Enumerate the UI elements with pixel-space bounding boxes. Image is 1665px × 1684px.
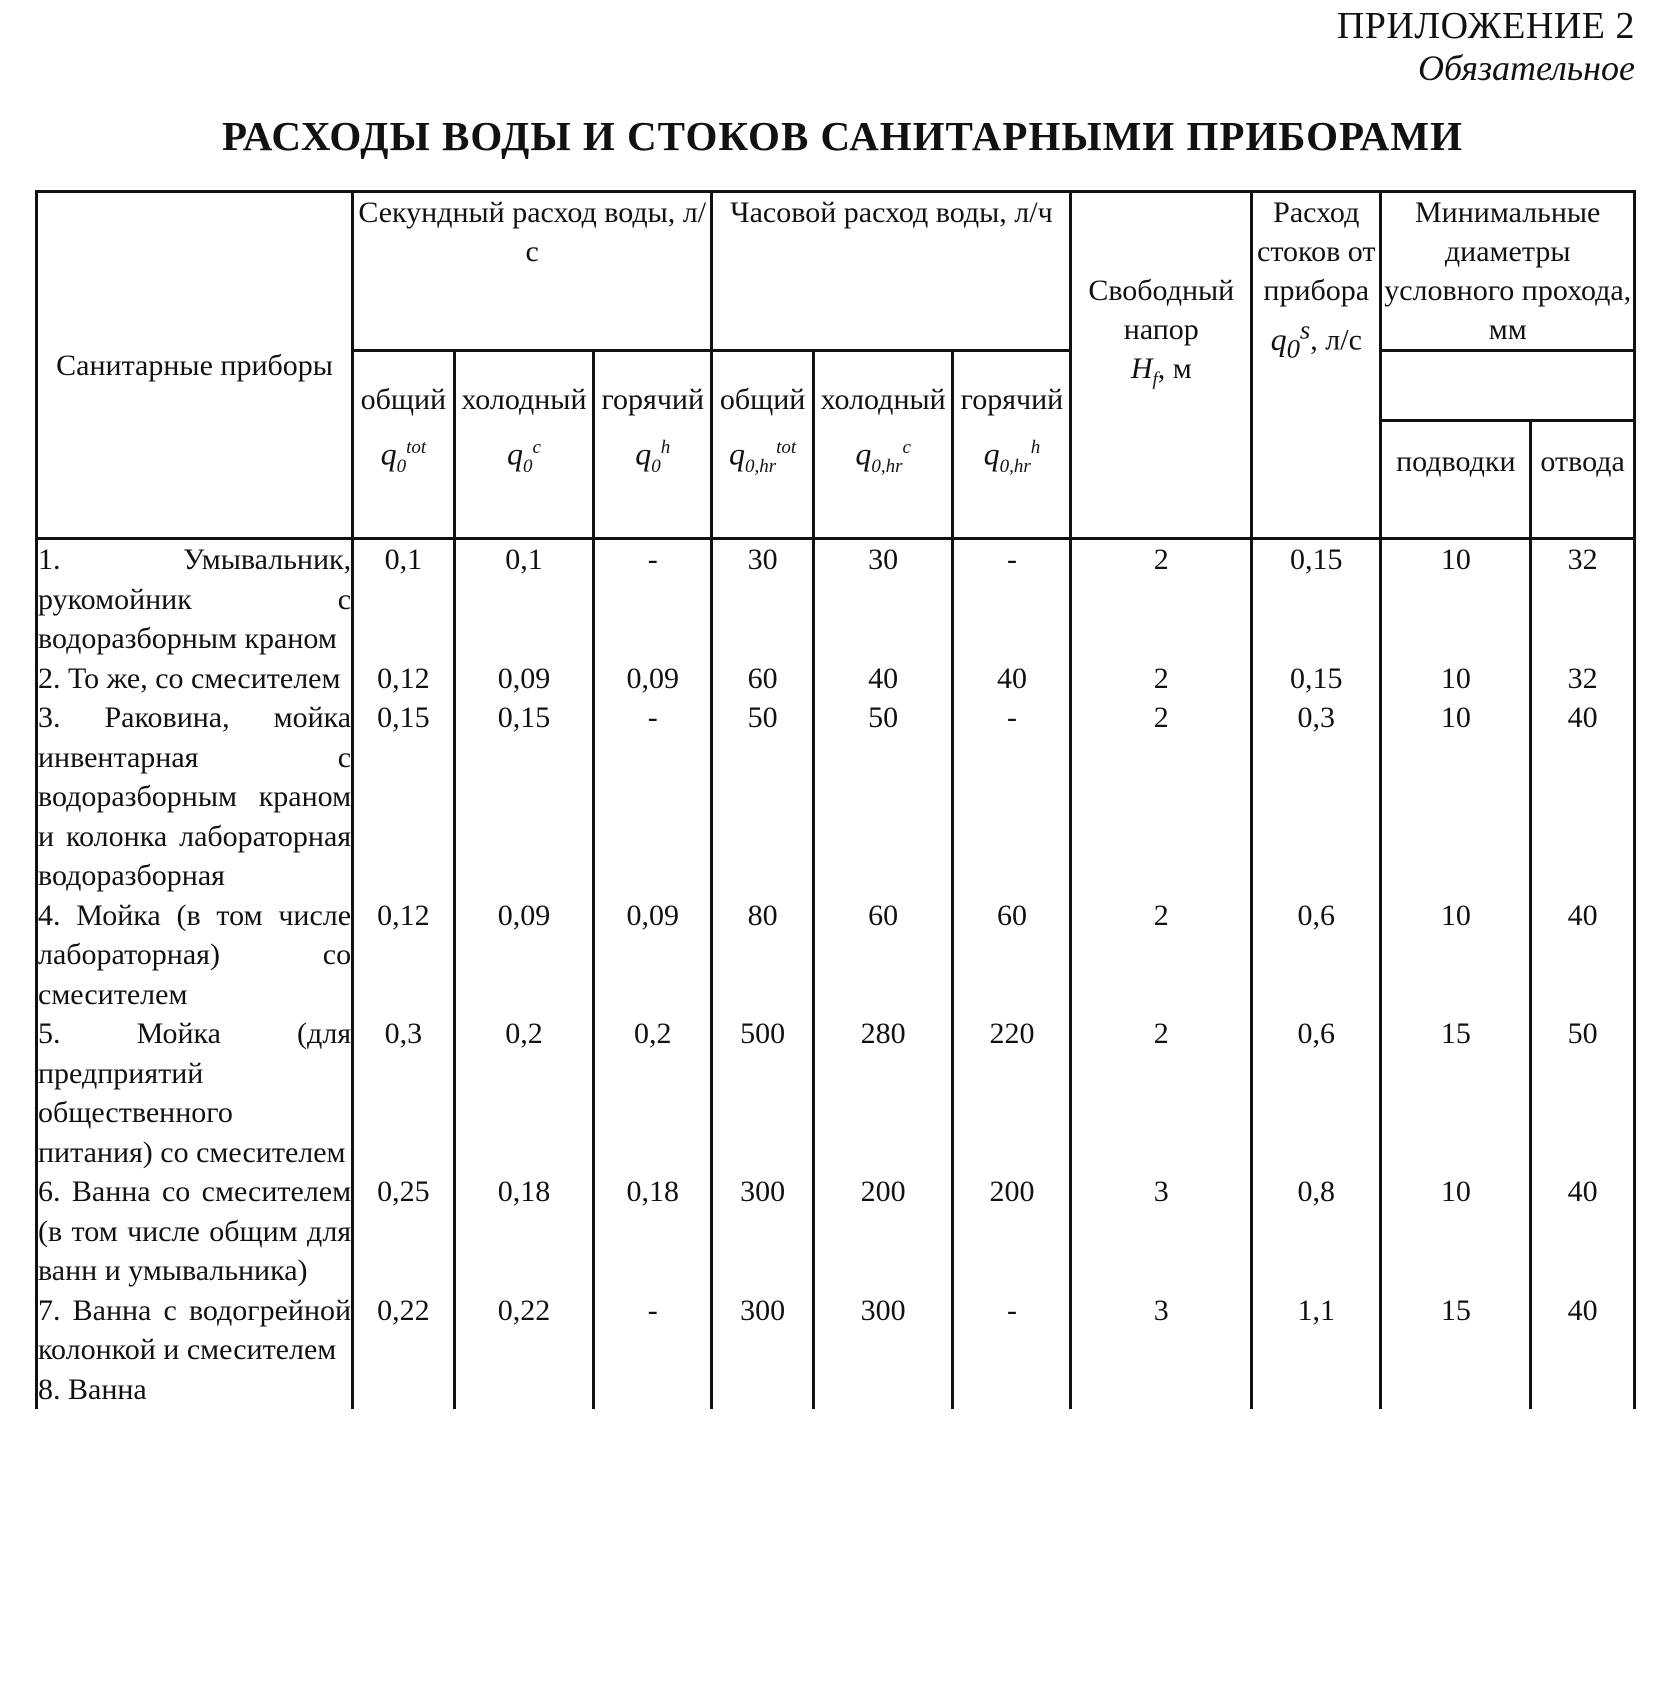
appendix-status: Обязательное — [1418, 48, 1635, 88]
header-hour-flow — [712, 192, 1071, 351]
cell-d-supply: 10 — [1381, 539, 1531, 659]
header-min-diam — [1381, 192, 1635, 351]
cell-h-h: 200 — [953, 1172, 1071, 1291]
header-supply-label: подводки — [1396, 445, 1516, 478]
cell-d-outlet: 40 — [1531, 1291, 1635, 1370]
cell-h-h — [953, 1370, 1071, 1410]
cell-d-supply: 10 — [1381, 896, 1531, 1015]
header-sec-cold-label: холодный — [461, 383, 587, 416]
cell-q-h — [594, 1370, 712, 1410]
cell-h-h: - — [953, 539, 1071, 659]
table-body — [37, 539, 1635, 1410]
cell-d-supply: 10 — [1381, 659, 1531, 699]
cell-drain: 1,1 — [1252, 1291, 1381, 1370]
cell-drain: 0,15 — [1252, 539, 1381, 659]
cell-d-outlet: 40 — [1531, 698, 1635, 896]
cell-head: 2 — [1071, 659, 1252, 699]
cell-h-tot: 300 — [712, 1291, 814, 1370]
cell-q-tot: 0,3 — [353, 1014, 455, 1172]
header-sec-hot-label: горячий — [601, 383, 705, 416]
header-hour-hot-label: горячий — [960, 383, 1064, 416]
cell-d-outlet — [1531, 1370, 1635, 1410]
header-supply — [1381, 421, 1531, 539]
cell-h-tot: 500 — [712, 1014, 814, 1172]
cell-d-supply: 15 — [1381, 1014, 1531, 1172]
cell-h-h: - — [953, 698, 1071, 896]
cell-head: 2 — [1071, 896, 1252, 1015]
table-row — [37, 1172, 1635, 1291]
header-hour-total-label: общий — [719, 383, 806, 416]
cell-d-outlet: 50 — [1531, 1014, 1635, 1172]
document-title: РАСХОДЫ ВОДЫ И СТОКОВ САНИТАРНЫМИ ПРИБОРАМИ — [221, 113, 1463, 159]
header-outlet-label: отвода — [1540, 445, 1625, 478]
symbol-q0-h: $q_0^h$ — [635, 435, 671, 478]
cell-head: 3 — [1071, 1291, 1252, 1370]
header-head-pressure-label: Свободный напор — [1088, 274, 1235, 346]
cell-q-h: - — [594, 1291, 712, 1370]
cell-d-outlet: 32 — [1531, 659, 1635, 699]
cell-q-h: - — [594, 698, 712, 896]
cell-h-c — [813, 1370, 953, 1410]
cell-q-c: 0,1 — [454, 539, 594, 659]
header-sec-hot — [594, 351, 712, 539]
header-head-pressure-unit: , м — [1157, 352, 1192, 385]
cell-h-tot: 60 — [712, 659, 814, 699]
cell-h-tot — [712, 1370, 814, 1410]
device-name: 6. Ванна со смесителем (в том числе общим для ванн и умывальника) — [37, 1172, 353, 1291]
cell-head: 2 — [1071, 539, 1252, 659]
header-min-diam-cont — [1381, 351, 1635, 421]
table-row — [37, 1291, 1635, 1370]
cell-head: 2 — [1071, 698, 1252, 896]
header-second-flow — [353, 192, 712, 351]
device-name: 1. Умывальник, рукомойник с водоразборным краном — [37, 539, 353, 659]
header-min-diam-label: Минимальные диаметры условного прохода, мм — [1384, 196, 1632, 346]
device-name: 4. Мойка (в том числе лабораторная) со смесителем — [37, 896, 353, 1015]
header-drain-flow-unit: , л/с — [1310, 323, 1362, 357]
cell-q-c: 0,2 — [454, 1014, 594, 1172]
symbol-q0-c: $q_0^c$ — [507, 435, 541, 478]
cell-q-c: 0,22 — [454, 1291, 594, 1370]
table-row — [37, 896, 1635, 1015]
cell-q-h: - — [594, 539, 712, 659]
cell-q-c: 0,15 — [454, 698, 594, 896]
header-sec-total — [353, 351, 455, 539]
table-row — [37, 698, 1635, 896]
table-row — [37, 539, 1635, 659]
header-hour-total — [712, 351, 814, 539]
cell-h-tot: 80 — [712, 896, 814, 1015]
cell-h-tot: 30 — [712, 539, 814, 659]
cell-d-outlet: 32 — [1531, 539, 1635, 659]
cell-d-supply: 10 — [1381, 1172, 1531, 1291]
cell-q-tot: 0,12 — [353, 659, 455, 699]
cell-h-c: 280 — [813, 1014, 953, 1172]
header-devices-label: Санитарные приборы — [56, 348, 333, 382]
cell-q-tot — [353, 1370, 455, 1410]
cell-q-c: 0,09 — [454, 896, 594, 1015]
cell-d-supply: 15 — [1381, 1291, 1531, 1370]
cell-h-h: 40 — [953, 659, 1071, 699]
cell-q-tot: 0,15 — [353, 698, 455, 896]
table-row — [37, 1370, 1635, 1410]
cell-d-supply — [1381, 1370, 1531, 1410]
cell-h-tot: 300 — [712, 1172, 814, 1291]
cell-q-c — [454, 1370, 594, 1410]
header-hour-cold — [813, 351, 953, 539]
cell-head: 3 — [1071, 1172, 1252, 1291]
header-hour-cold-label: холодный — [820, 383, 946, 416]
symbol-q0hr-c: $q_{0,hr}^c$ — [855, 435, 911, 478]
header-drain-flow: Расход стоков от прибора $q_0^s$, л/с — [1252, 192, 1381, 539]
cell-h-c: 50 — [813, 698, 953, 896]
header-head-pressure: Свободный напор $H_f$, м — [1071, 192, 1252, 539]
appendix-number: ПРИЛОЖЕНИЕ 2 — [1336, 5, 1635, 47]
device-name: 3. Раковина, мойка инвентарная с водоразборным краном и колонка лабораторная водоразборная — [37, 698, 353, 896]
header-second-flow-label: Секундный расход воды, л/с — [358, 196, 707, 268]
cell-h-c: 200 — [813, 1172, 953, 1291]
cell-drain: 0,8 — [1252, 1172, 1381, 1291]
cell-q-h: 0,18 — [594, 1172, 712, 1291]
device-name: 5. Мойка (для предприятий общественного питания) со смесителем — [37, 1014, 353, 1172]
table-row — [37, 659, 1635, 699]
cell-h-c: 60 — [813, 896, 953, 1015]
cell-head: 2 — [1071, 1014, 1252, 1172]
cell-h-c: 40 — [813, 659, 953, 699]
device-name: 7. Ванна с водогрейной колонкой и смесителем — [37, 1291, 353, 1370]
header-sec-cold — [454, 351, 594, 539]
cell-q-c: 0,18 — [454, 1172, 594, 1291]
cell-drain: 0,6 — [1252, 896, 1381, 1015]
symbol-q0hr-tot: $q_{0,hr}^{tot}$ — [728, 435, 797, 478]
header-drain-flow-label: Расход стоков от прибора — [1257, 196, 1376, 307]
symbol-q0hr-h: $q_{0,hr}^h$ — [983, 435, 1041, 478]
header-hour-hot — [953, 351, 1071, 539]
header-sec-total-label: общий — [360, 383, 447, 416]
cell-h-h: 220 — [953, 1014, 1071, 1172]
cell-drain: 0,6 — [1252, 1014, 1381, 1172]
cell-q-h: 0,09 — [594, 896, 712, 1015]
cell-drain — [1252, 1370, 1381, 1410]
symbol-q0-tot: $q_0^{tot}$ — [380, 435, 427, 478]
cell-q-h: 0,09 — [594, 659, 712, 699]
cell-q-c: 0,09 — [454, 659, 594, 699]
header-hour-flow-label: Часовой расход воды, л/ч — [730, 196, 1053, 229]
device-name: 2. То же, со смесителем — [37, 659, 353, 699]
cell-q-tot: 0,1 — [353, 539, 455, 659]
header-outlet — [1531, 421, 1635, 539]
cell-q-tot: 0,25 — [353, 1172, 455, 1291]
cell-d-outlet: 40 — [1531, 1172, 1635, 1291]
water-flow-table — [35, 190, 1636, 1409]
cell-drain: 0,15 — [1252, 659, 1381, 699]
cell-d-outlet: 40 — [1531, 896, 1635, 1015]
cell-q-tot: 0,22 — [353, 1291, 455, 1370]
cell-q-tot: 0,12 — [353, 896, 455, 1015]
cell-h-tot: 50 — [712, 698, 814, 896]
header-devices — [37, 192, 353, 539]
cell-head — [1071, 1370, 1252, 1410]
cell-h-c: 300 — [813, 1291, 953, 1370]
table-row — [37, 1014, 1635, 1172]
cell-h-c: 30 — [813, 539, 953, 659]
cell-h-h: - — [953, 1291, 1071, 1370]
cell-drain: 0,3 — [1252, 698, 1381, 896]
device-name: 8. Ванна — [37, 1370, 353, 1410]
cell-q-h: 0,2 — [594, 1014, 712, 1172]
cell-d-supply: 10 — [1381, 698, 1531, 896]
cell-h-h: 60 — [953, 896, 1071, 1015]
appendix-header — [1337, 4, 1635, 88]
